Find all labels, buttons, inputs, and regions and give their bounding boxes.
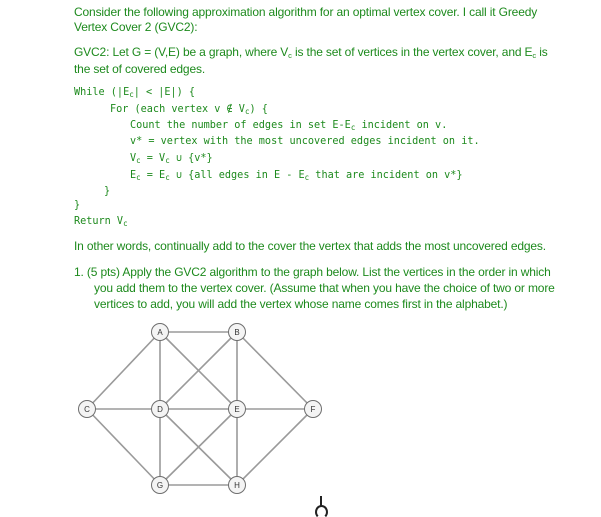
text-segment: Return V (74, 216, 124, 227)
text-segment: } (104, 186, 111, 197)
edge-BF (237, 332, 313, 409)
text-segment: | < |E|) { (133, 87, 196, 98)
vertex-label: E (234, 405, 240, 414)
subscript: c (123, 219, 128, 228)
text-segment: ∪ {v*} (169, 153, 213, 164)
text-segment: vertices to add, you will add the vertex whose name comes first in the alphabet.) (94, 297, 508, 311)
vertex-A (152, 324, 169, 341)
subscript: c (288, 51, 292, 60)
text-segment: Count the number of edges in set E-E (130, 120, 351, 131)
vertex-label: G (156, 481, 164, 490)
subscript: c (165, 173, 170, 182)
text-segment: E (130, 170, 137, 181)
vertex-label: F (310, 405, 316, 414)
text-segment: v* = vertex with the most uncovered edges incident on it. (130, 136, 480, 147)
vertex-C (79, 401, 96, 418)
vertex-label: C (84, 405, 90, 414)
subscript: c (532, 51, 537, 60)
text-segment: = V (140, 153, 166, 164)
text-segment: you add them to the vertex cover. (Assume that when you have the choice of two or more (94, 281, 555, 295)
text-segment: ∪ {all edges in E - E (169, 170, 305, 181)
text-segment: is the set of vertices in the vertex cover, and E (291, 45, 533, 59)
subscript: c (304, 173, 310, 182)
vertex-F (305, 401, 322, 418)
vertex-H (229, 477, 246, 494)
edge-AC (87, 332, 160, 409)
vertex-label: B (234, 328, 240, 337)
text-segment: the set of covered edges. (74, 62, 206, 76)
vertex-D (152, 401, 169, 418)
text-segment: incident on v. (355, 120, 448, 131)
subscript: c (244, 107, 250, 116)
text-segment: 1. (5 pts) Apply the GVC2 algorithm to the graph below. List the vertices in the order in which (74, 265, 551, 279)
text-segment: is (536, 45, 548, 59)
subscript: c (136, 156, 141, 165)
text-segment: While (|E (74, 87, 130, 98)
text-segment: = E (140, 170, 166, 181)
text-segment: Vertex Cover 2 (GVC2): (74, 20, 198, 34)
text-segment: Consider the following approximation algorithm for an optimal vertex cover. I call it Greedy (74, 5, 538, 19)
vertex-label: D (157, 405, 163, 414)
subscript: c (136, 173, 141, 182)
vertex-E (229, 401, 246, 418)
subscript: c (350, 123, 356, 132)
text-segment: GVC2: Let G = (V,E) be a graph, where V (74, 45, 289, 59)
subscript: c (129, 90, 134, 99)
text-cursor-icon (315, 496, 327, 517)
vertex-B (229, 324, 246, 341)
vertex-G (152, 477, 169, 494)
edge-CG (87, 409, 160, 485)
text-segment: V (130, 153, 137, 164)
text-segment: ) { (249, 104, 268, 115)
subscript: c (165, 156, 170, 165)
text-segment: In other words, continually add to the cover the vertex that adds the most uncovered edges. (74, 239, 546, 253)
text-segment: } (74, 200, 81, 211)
text-segment: that are incident on v*} (309, 170, 463, 181)
edge-FH (237, 409, 313, 485)
vertex-label: H (234, 481, 240, 490)
text-segment: For (each vertex v ∉ V (110, 104, 245, 115)
vertex-label: A (157, 328, 163, 337)
